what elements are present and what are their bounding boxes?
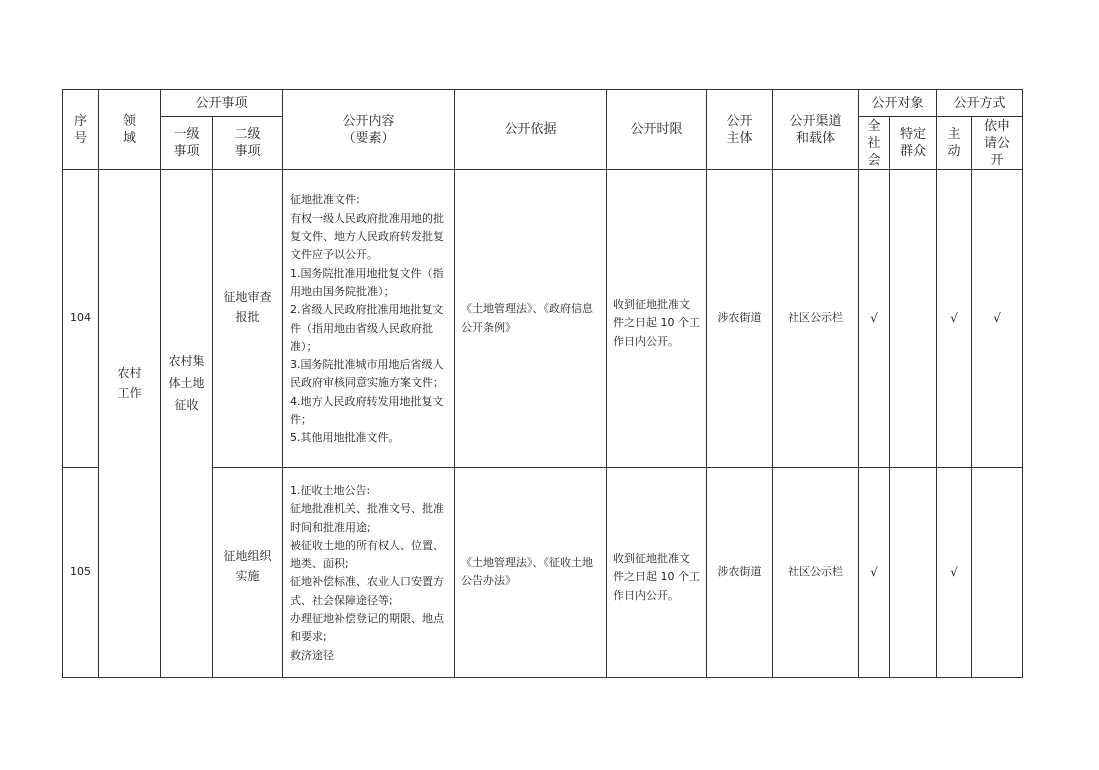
row-target-all: √ [859, 468, 890, 678]
row-time-limit: 收到征地批准文件之日起 10 个工作日内公开。 [607, 170, 707, 468]
header-matter-l2: 二级事项 [213, 117, 283, 170]
row-subject: 涉农街道 [707, 170, 773, 468]
row-seq: 105 [63, 468, 99, 678]
header-basis: 公开依据 [455, 90, 607, 170]
row-content: 征地批准文件: 有权一级人民政府批准用地的批复文件、地方人民政府转发批复文件应予以公开。 1.国务院批准用地批复文件（指用地由国务院批准）； 2.省级人民政府批准用地批复文件（指用地由省级人民政府批准）； 3.国务院批准城市用地后省级人民政府审核同意实施方案文件； 4.地方人民政府转发用地批复文件； 5.其他用地批准文件。 [283, 170, 455, 468]
row-method-active: √ [937, 170, 972, 468]
row-method-active: √ [937, 468, 972, 678]
header-time-limit: 公开时限 [607, 90, 707, 170]
row-seq: 104 [63, 170, 99, 468]
header-target-specific: 特定群众 [890, 117, 937, 170]
table-row [63, 170, 1023, 468]
row-matter-l2: 征地审查报批 [213, 170, 283, 468]
row-matter-l2: 征地组织实施 [213, 468, 283, 678]
header-target-group: 公开对象 [859, 90, 937, 117]
header-channel: 公开渠道和载体 [773, 90, 859, 170]
field-cell: 农村工作 [99, 170, 161, 678]
row-basis: 《土地管理法》、《政府信息公开条例》 [455, 170, 607, 468]
row-basis: 《土地管理法》、《征收土地公告办法》 [455, 468, 607, 678]
row-method-request: √ [972, 170, 1023, 468]
header-method-request: 依申请公开 [972, 117, 1023, 170]
row-target-specific [890, 468, 937, 678]
row-target-all: √ [859, 170, 890, 468]
row-content: 1.征收土地公告: 征地批准机关、批准文号、批准时间和批准用途; 被征收土地的所有权人、位置、地类、面积; 征地补偿标准、农业人口安置方式、社会保障途径等; 办理征地补偿登记的期限、地点和要求; 救济途径 [283, 468, 455, 678]
header-matter-l1: 一级事项 [161, 117, 213, 170]
row-channel: 社区公示栏 [773, 468, 859, 678]
row-channel: 社区公示栏 [773, 170, 859, 468]
row-time-limit: 收到征地批准文件之日起 10 个工作日内公开。 [607, 468, 707, 678]
disclosure-table [62, 89, 1023, 678]
header-method-active: 主动 [937, 117, 972, 170]
row-subject: 涉农街道 [707, 468, 773, 678]
row-method-request [972, 468, 1023, 678]
header-seq: 序号 [63, 90, 99, 170]
header-subject: 公开主体 [707, 90, 773, 170]
header-field: 领域 [99, 90, 161, 170]
header-matter-group: 公开事项 [161, 90, 283, 117]
header-content: 公开内容 （要素） [283, 90, 455, 170]
matter-l1-cell: 农村集体土地征收 [161, 170, 213, 678]
header-method-group: 公开方式 [937, 90, 1023, 117]
row-target-specific [890, 170, 937, 468]
header-target-all: 全社会 [859, 117, 890, 170]
